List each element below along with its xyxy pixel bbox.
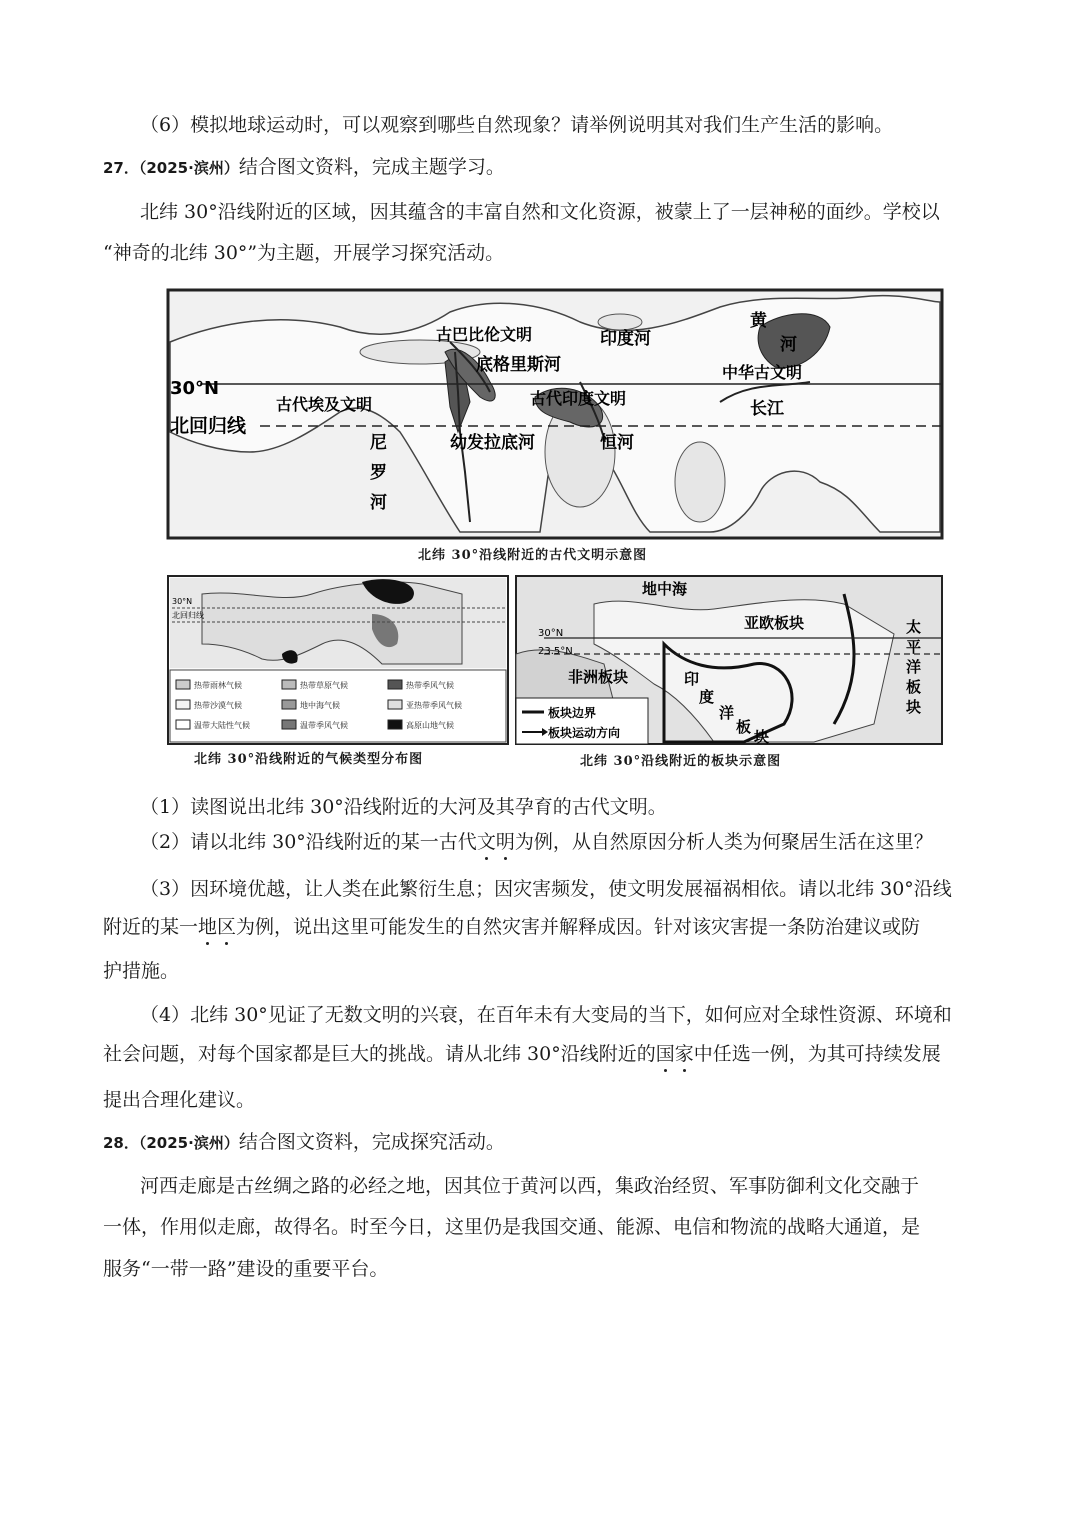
climate-lat30: 30°N [172,597,193,606]
q27-sub4-line1: （4）北纬 30°见证了无数文明的兴衰，在百年未有大变局的当下，如何应对全球性资源、环境和 [140,1004,952,1026]
nile-label-1: 尼 [370,433,387,453]
med-label: 地中海 [642,580,688,598]
q27-sub3-line2 [103,914,920,940]
babylon-label: 古巴比伦文明 [436,325,533,344]
emphasis-char: 文 [476,831,496,853]
q27-sub2 [140,829,933,855]
egypt-label: 古代埃及文明 [276,395,373,414]
climate-tropic: 北回归线 [172,611,204,620]
climate-map [162,574,510,774]
q27-source: （2025·滨州） [138,159,239,177]
nile-label-3: 河 [370,493,387,513]
tropic-label: 北回归线 [170,415,247,437]
climate-map-caption: 北纬 30°沿线附近的气候类型分布图 [194,752,424,767]
legend-climate-1: 热带雨林气候 [194,681,242,690]
legend-climate-5: 地中海气候 [300,701,340,710]
pac-plate-1: 太 [906,618,922,636]
q27-sub4-line3: 提出合理化建议。 [103,1089,256,1111]
q27-sub1: （1）读图说出北纬 30°沿线附近的大河及其孕育的古代文明。 [140,796,667,818]
q28-para-line3: 服务“一带一路”建设的重要平台。 [103,1258,389,1280]
q27-intro-line1: 北纬 30°沿线附近的区域，因其蕴含的丰富自然和文化资源，被蒙上了一层神秘的面纱。学校以 [140,201,940,223]
q28-header [103,1129,505,1156]
q27-number: 27． [103,159,139,177]
q27-sub3-line1: （3）因环境优越，让人类在此繁衍生息；因灾害频发，使文明发展福祸相依。请以北纬 30°沿线 [140,878,952,900]
q27-sub4-line2 [103,1041,941,1067]
legend-climate-8: 温带季风气候 [300,721,348,730]
emphasis-char: 家 [674,1043,694,1065]
legend-climate-6: 亚热带季风气候 [406,701,462,710]
emphasis-char: 明 [495,831,515,853]
pac-plate-4: 板 [906,678,922,696]
indus-label: 印度河 [600,329,651,349]
q28-source: （2025·滨州） [138,1134,239,1152]
emphasis-char: 国 [655,1043,675,1065]
legend-climate-3: 热带季风气候 [406,681,454,690]
legend-motion: 板块运动方向 [548,726,621,740]
top-map-caption: 北纬 30°沿线附近的古代文明示意图 [418,548,648,563]
nile-label-2: 罗 [370,463,387,483]
q27-sub2-a: （2）请以北纬 30°沿线附近的某一古代 [140,831,477,853]
plates-map [514,574,944,774]
legend-climate-9: 高原山地气候 [406,721,454,730]
eurasia-label: 亚欧板块 [744,614,805,632]
legend-climate-7: 温带大陆性气候 [194,721,250,730]
q27-sub3-b: 为例，说出这里可能发生的自然灾害并解释成因。针对该灾害提一条防治建议或防 [236,916,921,938]
ganges-label: 恒河 [600,433,634,453]
yangtze-label: 长江 [750,399,784,419]
india-plate-2: 度 [699,688,715,706]
q28-stem: 结合图文资料，完成探究活动。 [238,1131,505,1153]
euphrates-label: 幼发拉底河 [450,433,535,453]
india-plate-4: 板 [736,718,752,736]
huang-label-2: 河 [780,335,797,355]
q27-header [103,154,505,181]
ancient-civilizations-map [160,282,950,572]
china-label: 中华古文明 [722,363,803,382]
q27-sub3-a: 附近的某一 [103,916,199,938]
plates-map-caption: 北纬 30°沿线附近的板块示意图 [580,754,782,769]
africa-label: 非洲板块 [568,668,629,686]
legend-climate-2: 热带草原气候 [300,681,348,690]
q28-para-line1: 河西走廊是古丝绸之路的必经之地，因其位于黄河以西，集政治经贸、军事防御利文化交融于 [140,1175,920,1197]
plates-lat23: 23.5°N [538,646,573,657]
pac-plate-3: 洋 [906,658,922,676]
q27-stem: 结合图文资料，完成主题学习。 [238,156,505,178]
q26-sub6: （6）模拟地球运动时，可以观察到哪些自然现象？请举例说明其对我们生产生活的影响。 [140,114,894,136]
plates-lat30: 30°N [538,628,564,639]
legend-boundary: 板块边界 [548,706,597,720]
lat30-label: 30°N [170,378,220,399]
pac-plate-2: 平 [906,638,922,656]
india-plate-1: 印 [684,670,700,688]
huang-label-1: 黄 [750,311,767,331]
q27-intro-line2: “神奇的北纬 30°”为主题，开展学习探究活动。 [103,242,505,264]
india-plate-3: 洋 [719,704,735,722]
q28-para-line2: 一体，作用似走廊，故得名。时至今日，这里仍是我国交通、能源、电信和物流的战略大通道，是 [103,1216,921,1238]
q27-sub2-b: 为例，从自然原因分析人类为何聚居生活在这里？ [514,831,933,853]
legend-climate-4: 热带沙漠气候 [194,701,242,710]
pac-plate-5: 块 [906,698,922,716]
india-label: 古代印度文明 [530,389,627,408]
q27-sub3-line3: 护措施。 [103,960,180,982]
tigris-label: 底格里斯河 [476,355,561,375]
emphasis-char: 地 [198,916,218,938]
q27-sub4-a: 社会问题，对每个国家都是巨大的挑战。请从北纬 30°沿线附近的 [103,1043,656,1065]
emphasis-char: 区 [217,916,237,938]
india-plate-5: 块 [754,728,770,746]
q27-sub4-b: 中任选一例，为其可持续发展 [693,1043,941,1065]
q28-number: 28． [103,1134,139,1152]
